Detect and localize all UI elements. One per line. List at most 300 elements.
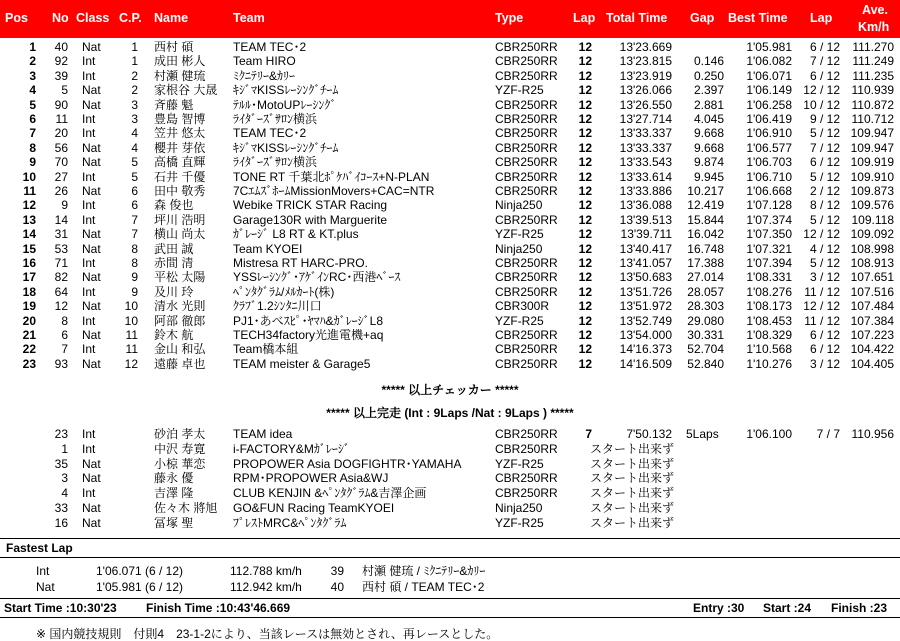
best-lap-cell: 6 / 12 (809, 155, 840, 170)
avg-speed-cell: 108.998 (850, 241, 894, 256)
rider-name-cell: 笠井 悠太 (154, 126, 206, 141)
best-lap-cell: 6 / 12 (809, 40, 840, 54)
pos-cell: 14 (22, 227, 36, 242)
rider-name-cell: 佐々木 將旭 (154, 501, 218, 515)
number-cell: 16 (54, 515, 68, 530)
avg-speed-cell: 110.956 (851, 427, 894, 441)
number-cell: 8 (61, 313, 68, 328)
col-no: No (52, 11, 69, 25)
number-cell: 20 (54, 126, 68, 141)
pos-cell: 23 (22, 356, 36, 371)
best-time-cell: 1'06.710 (746, 169, 792, 184)
pos-cell: 2 (29, 54, 36, 69)
rider-name-cell: 成田 彬人 (154, 54, 206, 69)
type-cell: YZF-R25 (495, 83, 544, 98)
total-time-cell: 13'33.337 (619, 126, 672, 141)
col-cp: C.P. (119, 11, 142, 25)
number-cell: 92 (54, 54, 68, 69)
class-cell: Int (82, 126, 96, 141)
rider-name-cell: 及川 玲 (154, 284, 194, 299)
class-cell: Int (82, 112, 96, 126)
col-type: Type (495, 11, 524, 25)
rider-name-cell: 森 俊也 (154, 198, 194, 213)
best-time-cell: 1'07.394 (746, 256, 792, 270)
lap-cell: 12 (578, 140, 592, 155)
pos-cell: 11 (23, 184, 36, 198)
number-cell: 82 (54, 270, 68, 285)
best-lap-cell: 7 / 12 (809, 54, 840, 69)
total-time-cell: 13'23.919 (619, 68, 672, 83)
rider-name-cell: 村瀬 健琉 (154, 68, 206, 83)
total-time-cell: 13'33.337 (619, 140, 672, 155)
best-time-cell: 1'05.981 (746, 40, 792, 54)
class-cell: Nat (36, 579, 55, 594)
finish-time: Finish Time :10:43'46.669 (146, 601, 291, 615)
number-cell: 5 (61, 83, 68, 98)
team-cell: Team KYOEI (233, 241, 303, 256)
class-cell: Int (36, 564, 50, 578)
best-time-cell: 1'06.668 (746, 184, 792, 198)
type-cell: CBR250RR (495, 356, 558, 371)
best-lap-cell: 7 / 12 (809, 140, 840, 155)
type-cell: CBR250RR (495, 212, 558, 227)
table-row (0, 112, 900, 127)
pos-cell: 3 (29, 68, 36, 83)
best-time-cell: 1'07.128 (746, 198, 792, 213)
rider-name-cell: 赤間 清 (154, 256, 194, 270)
number-cell: 40 (54, 40, 68, 54)
avg-speed-cell: 109.092 (850, 227, 894, 242)
gap-cell: 15.844 (687, 212, 724, 227)
type-cell: YZF-R25 (495, 227, 544, 242)
class-cell: Nat (82, 501, 101, 515)
pos-cell: 22 (22, 342, 36, 357)
best-lap-cell: 10 / 12 (803, 97, 840, 112)
team-cell: Webike TRICK STAR Racing (233, 198, 388, 213)
total-time-cell: 13'41.057 (619, 256, 672, 270)
type-cell: CBR250RR (495, 112, 558, 126)
col-team: Team (233, 11, 265, 25)
table-row (0, 155, 900, 170)
table-row (0, 98, 900, 113)
class-cell: Int (82, 441, 96, 456)
best-time-cell: 1'07.374 (746, 212, 792, 227)
lap-cell: 12 (578, 313, 592, 328)
avg-speed-cell: 107.223 (850, 328, 894, 342)
class-cell: Int (82, 68, 96, 83)
gap-cell: 9.668 (693, 126, 724, 141)
pos-cell: 12 (22, 198, 36, 213)
cp-cell: 11 (125, 342, 138, 357)
table-row (0, 342, 900, 357)
number-cell: 23 (54, 427, 68, 441)
lap-cell: 12 (578, 299, 592, 314)
total-time-cell: 13'39.513 (619, 212, 672, 227)
team-cell: ﾍﾟﾝﾀｸﾞﾗﾑ/ﾒﾙｶｰﾄ(株) (233, 284, 335, 299)
table-row (0, 126, 900, 141)
best-lap-cell: 11 / 12 (804, 313, 840, 328)
best-lap-cell: 3 / 12 (809, 356, 840, 371)
lap-cell: 12 (578, 126, 592, 141)
pos-cell: 9 (29, 155, 36, 170)
number-cell: 26 (54, 184, 68, 198)
type-cell: YZF-R25 (495, 456, 544, 471)
cp-cell: 2 (131, 68, 138, 83)
rider-name-cell: 豊島 智博 (154, 112, 206, 126)
class-cell: Nat (82, 40, 101, 54)
status-cell: スタート出来ず (590, 441, 675, 456)
pos-cell: 21 (22, 328, 36, 342)
pos-cell: 19 (22, 299, 36, 314)
cp-cell: 7 (131, 212, 138, 227)
cp-cell: 6 (131, 198, 138, 213)
cp-cell: 1 (131, 40, 138, 54)
completion-banner: ***** 以上完走 (Int : 9Laps /Nat : 9Laps ) ***** (326, 406, 574, 420)
gap-cell: 16.042 (687, 227, 724, 242)
cp-cell: 2 (131, 83, 138, 98)
team-cell: ｸﾗﾌﾞ1.2ｼﾝﾀﾆ川口 (233, 299, 322, 314)
divider (0, 617, 900, 618)
table-row (0, 40, 900, 55)
rider-cell: 西村 碩 / TEAM TEC･2 (362, 579, 485, 594)
best-time-cell: 1'06.071 (746, 68, 792, 83)
avg-speed-cell: 107.516 (850, 284, 894, 299)
team-cell: 7CｴﾑｽﾞﾎｰﾑMissionMovers+CAC=NTR (233, 184, 435, 198)
type-cell: CBR250RR (495, 441, 558, 456)
number-cell: 31 (54, 227, 68, 242)
fastest-lap-row (0, 580, 900, 595)
best-time-cell: 1'06.419 (746, 112, 792, 126)
type-cell: CBR250RR (495, 342, 558, 357)
avg-speed-cell: 109.118 (851, 212, 894, 227)
lap-cell: 12 (578, 342, 592, 357)
regulation-note: ※ 国内競技規則 付則4 23-1-2により、当該レースは無効とされ、再レースとした。 (36, 627, 499, 641)
avg-speed-cell: 109.919 (850, 155, 894, 170)
rider-name-cell: 武田 誠 (154, 241, 194, 256)
total-time-cell: 13'26.066 (619, 83, 672, 98)
table-row (0, 141, 900, 156)
type-cell: CBR250RR (495, 140, 558, 155)
gap-cell: 17.388 (687, 256, 724, 270)
rider-name-cell: 鈴木 航 (154, 328, 194, 342)
avg-speed-cell: 107.384 (850, 313, 894, 328)
entry-count: Entry :30 (693, 601, 745, 615)
class-cell: Nat (82, 155, 101, 170)
status-cell: スタート出来ず (590, 515, 675, 530)
total-time-cell: 13'51.726 (619, 284, 672, 299)
type-cell: CBR250RR (495, 40, 558, 54)
avg-speed-cell: 109.873 (850, 184, 894, 198)
gap-cell: 52.704 (687, 342, 724, 357)
number-cell: 64 (54, 284, 68, 299)
lap-cell: 12 (578, 97, 592, 112)
lap-cell: 12 (578, 212, 592, 227)
type-cell: CBR250RR (495, 68, 558, 83)
best-time-cell: 1'06.577 (746, 140, 792, 155)
rider-name-cell: 金山 和弘 (154, 342, 206, 357)
number-cell: 1 (61, 441, 68, 456)
lap-cell: 12 (578, 356, 592, 371)
total-time-cell: 13'23.815 (619, 54, 672, 69)
number-cell: 53 (54, 241, 68, 256)
status-cell: スタート出来ず (590, 486, 675, 501)
table-row (0, 442, 900, 457)
class-cell: Nat (82, 97, 101, 112)
best-time-cell: 1'10.276 (746, 356, 792, 371)
number-cell: 70 (54, 155, 68, 170)
team-cell: ﾐｸﾆﾃﾘｰ&ｶﾘｰ (233, 68, 296, 83)
rider-name-cell: 櫻井 芽依 (154, 140, 206, 155)
best-lap-cell: 2 / 12 (809, 184, 840, 198)
rider-name-cell: 中沢 寿寛 (154, 441, 206, 456)
pos-cell: 20 (22, 313, 36, 328)
rider-name-cell: 横山 尚太 (154, 227, 206, 242)
best-lap-cell: 6 / 12 (809, 68, 840, 83)
table-row (0, 516, 900, 531)
class-cell: Int (82, 427, 96, 441)
speed-cell: 112.942 km/h (230, 579, 302, 594)
total-time-cell: 7'50.132 (626, 427, 672, 441)
class-cell: Int (82, 54, 96, 69)
class-cell: Nat (82, 241, 101, 256)
table-row (0, 471, 900, 486)
total-time-cell: 13'33.543 (619, 155, 672, 170)
table-row (0, 69, 900, 84)
number-cell: 33 (54, 501, 68, 515)
gap-cell: 30.331 (687, 328, 724, 342)
class-cell: Nat (82, 356, 101, 371)
number-cell: 7 (61, 342, 68, 357)
lap-cell: 12 (578, 155, 592, 170)
cp-cell: 8 (131, 241, 138, 256)
best-lap-cell: 5 / 12 (809, 212, 840, 227)
best-lap-cell: 3 / 12 (809, 270, 840, 285)
rider-name-cell: 遠藤 卓也 (154, 356, 206, 371)
class-cell: Int (82, 313, 96, 328)
team-cell: TEAM TEC･2 (233, 126, 307, 141)
cp-cell: 1 (131, 54, 138, 69)
class-cell: Nat (82, 184, 101, 198)
best-time-cell: 1'07.350 (746, 227, 792, 242)
best-lap-cell: 5 / 12 (809, 126, 840, 141)
cp-cell: 11 (125, 328, 138, 342)
lap-cell: 12 (578, 68, 592, 83)
total-time-cell: 13'52.749 (619, 313, 672, 328)
gap-cell: 5Laps (686, 427, 719, 441)
table-row (0, 457, 900, 472)
table-row (0, 314, 900, 329)
best-time-cell: 1'06.703 (746, 155, 792, 170)
lap-cell: 12 (578, 284, 592, 299)
pos-cell: 15 (22, 241, 36, 256)
pos-cell: 8 (29, 140, 36, 155)
cp-cell: 4 (131, 140, 138, 155)
best-lap-cell: 11 / 12 (804, 284, 840, 299)
pos-cell: 18 (22, 284, 36, 299)
total-time-cell: 13'54.000 (619, 328, 672, 342)
speed-cell: 112.788 km/h (230, 564, 302, 578)
avg-speed-cell: 108.913 (850, 256, 894, 270)
number-cell: 27 (54, 169, 68, 184)
total-time-cell: 14'16.509 (619, 356, 672, 371)
lap-cell: 12 (578, 270, 592, 285)
best-time-cell: 1'06.149 (746, 83, 792, 98)
table-row (0, 299, 900, 314)
table-row (0, 328, 900, 343)
gap-cell: 12.419 (687, 198, 724, 213)
cp-cell: 5 (131, 155, 138, 170)
team-cell: GO&FUN Racing TeamKYOEI (233, 501, 395, 515)
avg-speed-cell: 107.484 (850, 299, 894, 314)
start-time: Start Time :10:30'23 (4, 601, 117, 615)
avg-speed-cell: 111.249 (852, 54, 894, 69)
number-cell: 3 (61, 471, 68, 486)
avg-speed-cell: 110.939 (851, 83, 894, 98)
best-time-cell: 1'07.321 (746, 241, 792, 256)
number-cell: 35 (54, 456, 68, 471)
table-row (0, 83, 900, 98)
col-lap: Lap (573, 11, 596, 25)
pos-cell: 1 (29, 40, 36, 54)
number-cell: 12 (54, 299, 68, 314)
class-cell: Nat (82, 515, 101, 530)
class-cell: Nat (82, 83, 101, 98)
avg-speed-cell: 104.422 (850, 342, 894, 357)
class-cell: Nat (82, 270, 101, 285)
best-lap-cell: 5 / 12 (809, 169, 840, 184)
type-cell: YZF-R25 (495, 313, 544, 328)
type-cell: CBR250RR (495, 284, 558, 299)
class-cell: Int (82, 212, 96, 227)
class-cell: Nat (82, 328, 101, 342)
type-cell: CBR250RR (495, 126, 558, 141)
total-time-cell: 13'33.886 (619, 184, 672, 198)
best-lap-cell: 12 / 12 (803, 83, 840, 98)
number-cell: 4 (61, 486, 68, 501)
start-count: Start :24 (763, 601, 812, 615)
best-time-cell: 1'06.258 (746, 97, 792, 112)
type-cell: CBR250RR (495, 97, 558, 112)
team-cell: TEAM TEC･2 (233, 40, 307, 54)
col-pos: Pos (5, 11, 28, 25)
type-cell: Ninja250 (495, 241, 543, 256)
divider (0, 538, 900, 539)
team-cell: PJ1･あべｽﾋﾟ･ﾔﾏﾊ&ｶﾞﾚｰｼﾞL8 (233, 313, 384, 328)
team-cell: ｷｼﾞﾏKISSﾚｰｼﾝｸﾞﾁｰﾑ (233, 140, 339, 155)
total-time-cell: 13'36.088 (619, 198, 672, 213)
total-time-cell: 13'40.417 (619, 241, 672, 256)
type-cell: CBR250RR (495, 155, 558, 170)
col-ave: Ave. (862, 3, 888, 17)
table-row (0, 227, 900, 242)
type-cell: Ninja250 (495, 501, 543, 515)
total-time-cell: 13'27.714 (619, 112, 672, 126)
best-time-cell: 1'06.910 (746, 126, 792, 141)
cp-cell: 9 (131, 270, 138, 285)
rider-name-cell: 砂泊 孝太 (154, 427, 206, 441)
table-row (0, 184, 900, 199)
col-best: Best Time (728, 11, 788, 25)
number-cell: 39 (54, 68, 68, 83)
rider-name-cell: 平松 太陽 (154, 270, 206, 285)
total-time-cell: 13'26.550 (619, 97, 672, 112)
pos-cell: 6 (29, 112, 36, 126)
team-cell: YSSﾚｰｼﾝｸﾞ･ｱｹﾞｲﾝRC･西港ﾍﾞｰｽ (233, 270, 401, 285)
type-cell: CBR250RR (495, 54, 558, 69)
team-cell: Mistresa RT HARC-PRO. (233, 256, 368, 270)
rider-name-cell: 吉澤 隆 (154, 486, 194, 501)
total-time-cell: 13'33.614 (619, 169, 672, 184)
cp-cell: 6 (131, 184, 138, 198)
table-row (0, 170, 900, 185)
col-kmh: Km/h (858, 20, 890, 34)
team-cell: RPM･PROPOWER Asia&WJ (233, 471, 389, 486)
table-row (0, 242, 900, 257)
team-cell: ｷｼﾞﾏKISSﾚｰｼﾝｸﾞﾁｰﾑ (233, 83, 339, 98)
class-cell: Int (82, 486, 96, 501)
team-cell: ｶﾞﾚｰｼﾞ L8 RT & KT.plus (233, 227, 359, 242)
avg-speed-cell: 111.270 (852, 40, 894, 54)
pos-cell: 5 (29, 97, 36, 112)
lap-cell: 12 (578, 227, 592, 242)
number-cell: 14 (54, 212, 68, 227)
rider-name-cell: 西村 碩 (154, 40, 194, 54)
class-cell: Nat (82, 140, 101, 155)
type-cell: CBR250RR (495, 184, 558, 198)
table-row (0, 285, 900, 300)
table-row (0, 501, 900, 516)
avg-speed-cell: 109.910 (850, 169, 894, 184)
rider-cell: 村瀬 健琉 / ﾐｸﾆﾃﾘｰ&ｶﾘｰ (362, 564, 486, 578)
gap-cell: 16.748 (687, 241, 724, 256)
class-cell: Nat (82, 471, 101, 486)
number-cell: 11 (55, 112, 68, 126)
lap-cell: 12 (578, 40, 592, 54)
rider-name-cell: 坪川 浩明 (154, 212, 206, 227)
gap-cell: 28.303 (687, 299, 724, 314)
team-cell: TEAM idea (233, 427, 293, 441)
team-cell: TONE RT 千葉北ﾎﾟｹﾊﾞｲｺｰｽ+N-PLAN (233, 169, 430, 184)
pos-cell: 17 (22, 270, 36, 285)
avg-speed-cell: 109.947 (850, 126, 894, 141)
divider (0, 598, 900, 599)
finish-count: Finish :23 (831, 601, 888, 615)
lap-cell: 12 (578, 83, 592, 98)
team-cell: ﾃﾙﾙ･MotoUPﾚｰｼﾝｸﾞ (233, 97, 337, 112)
pos-cell: 4 (29, 83, 36, 98)
cp-cell: 10 (124, 313, 138, 328)
lap-cell: 12 (578, 256, 592, 270)
number-cell: 56 (54, 140, 68, 155)
best-lap-cell: 5 / 12 (809, 256, 840, 270)
col-bestlap: Lap (810, 11, 833, 25)
gap-cell: 0.250 (693, 68, 724, 83)
gap-cell: 27.014 (687, 270, 724, 285)
type-cell: CBR250RR (495, 328, 558, 342)
cp-cell: 9 (131, 284, 138, 299)
cp-cell: 7 (131, 227, 138, 242)
rider-name-cell: 斉藤 魁 (154, 97, 194, 112)
rider-name-cell: 清水 光則 (154, 299, 206, 314)
cp-cell: 4 (131, 126, 138, 141)
type-cell: CBR250RR (495, 486, 558, 501)
type-cell: CBR250RR (495, 256, 558, 270)
best-lap-cell: 4 / 12 (809, 241, 840, 256)
avg-speed-cell: 104.405 (850, 356, 894, 371)
gap-cell: 4.045 (693, 112, 724, 126)
gap-cell: 9.668 (693, 140, 724, 155)
best-lap-cell: 8 / 12 (809, 198, 840, 213)
